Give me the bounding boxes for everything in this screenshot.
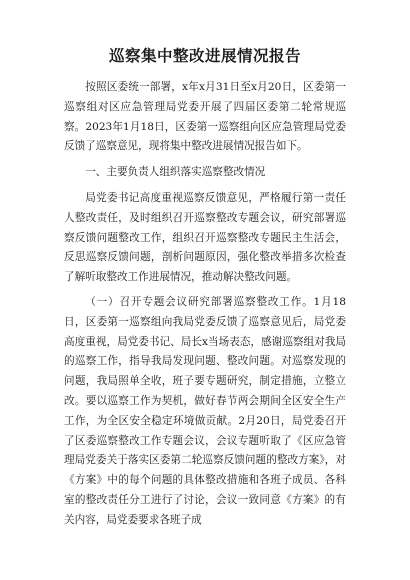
subsection-paragraph: （一）召开专题会议研究部署巡察整改工作。1月18日，区委第一巡察组向我局党委反馈了巡察意见后，局党委高度重视，局党委书记、局长x当场表态，感谢巡察组对我局的巡察工作，指导我局发现问题、整改问题。对巡察发现的问题，我局照单全收，班子要专题研究，制定措施，立整立改。要以巡察工作为契机，做好春节两会期间全区安全生产工作，为全区安全稳定环境做贡献。2月20日，局党委召开了区委巡察整改工作专题会议，会议专题听取了《区应急管理局党委关于落实区委第二轮巡察反馈问题的整改方案》，对《方案》中的每个问题的具体整改措施和各班子成员、各科室的整改责任分工进行了讨论，会议一致同意《方案》的有关内容，局党委要求各班子成 — [64, 295, 346, 526]
document-body — [64, 78, 346, 531]
section-heading: 一、主要负责人组织落实巡察整改情况 — [85, 166, 266, 179]
section-paragraph: 局党委书记高度重视巡察反馈意见，严格履行第一责任人整改责任，及时组织召开巡察整改专题会议，研究部署巡察反馈问题整改工作，组织召开巡察整改专题民主生活会，反思巡察反馈问题，剖析问题原因，强化整改举措多次检查了解听取整改工作进展情况，推动解决整改问题。 — [64, 191, 346, 284]
document-title: 巡察集中整改进展情况报告 — [108, 47, 301, 65]
intro-paragraph: 按照区委统一部署，x年x月31日至x月20日，区委第一巡察组对区应急管理局党委开展了四届区委第二轮常规巡察。2023年1月18日，区委第一巡察组向区应急管理局党委反馈了巡察意见，现将集中整改进展情况报告如下。 — [64, 81, 346, 153]
